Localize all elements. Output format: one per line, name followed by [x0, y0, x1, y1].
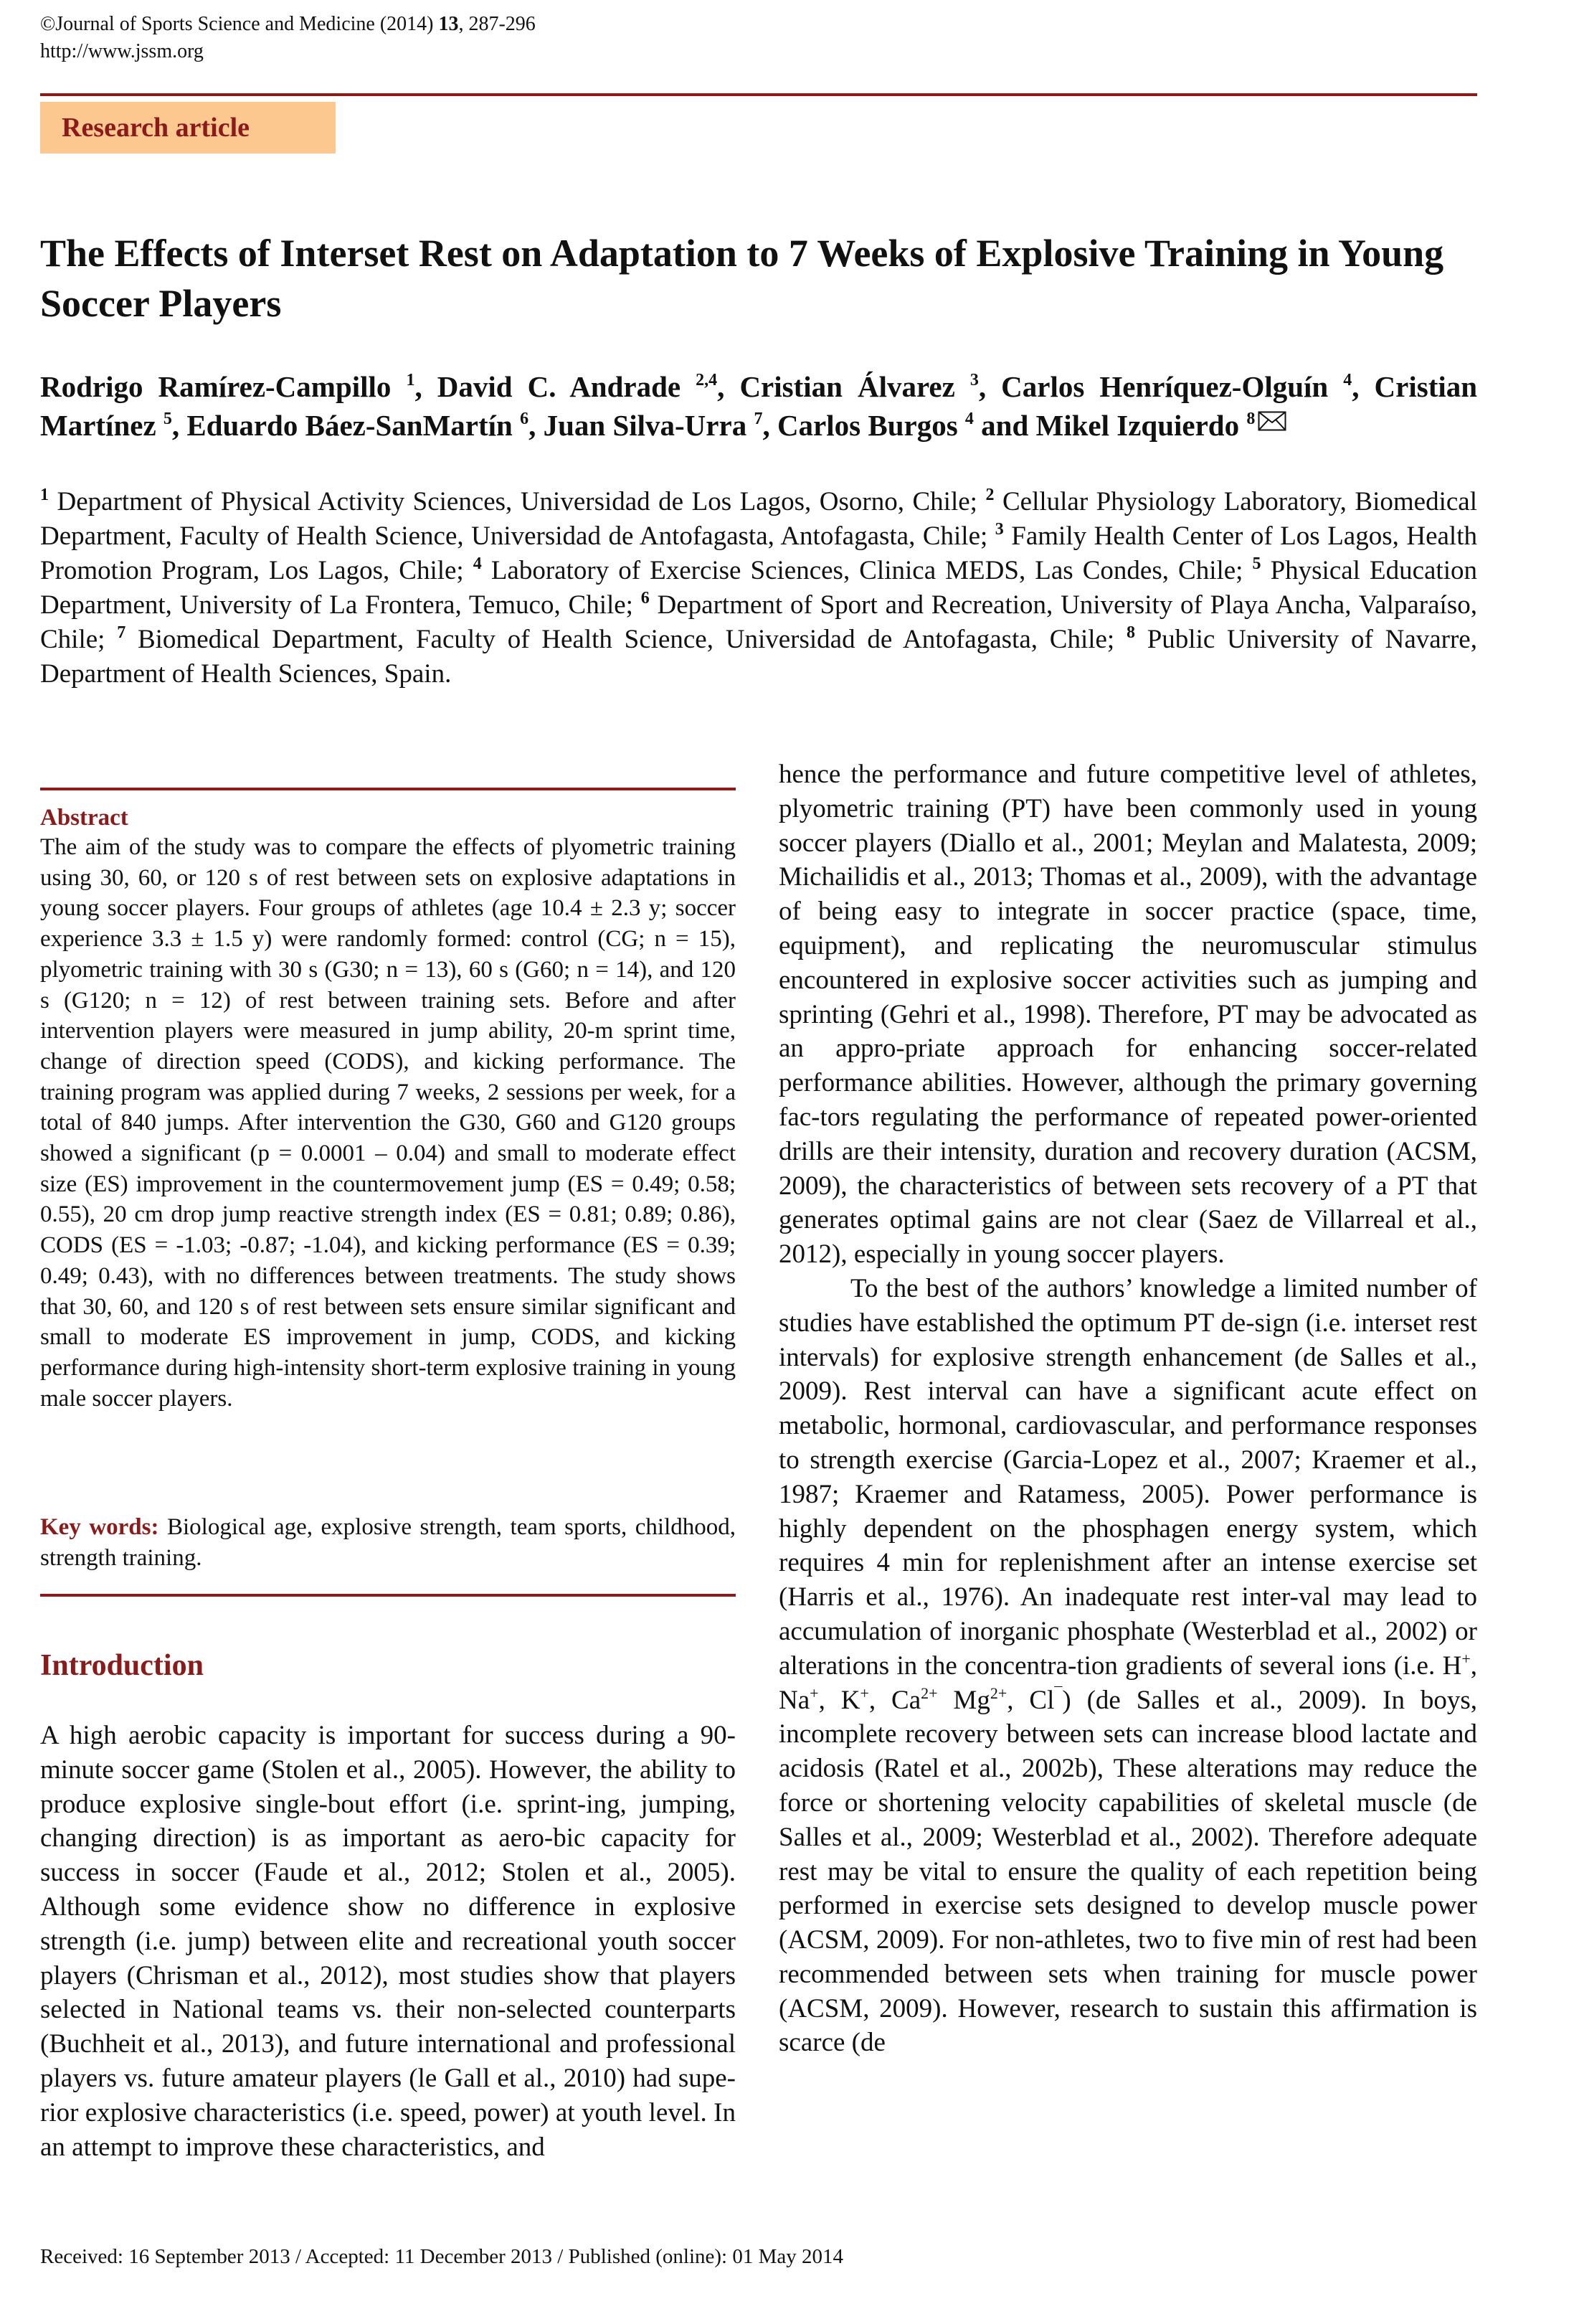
affil-sup: 1 [40, 486, 49, 504]
affil-sup: 4 [473, 554, 482, 573]
affiliations [40, 485, 1477, 691]
affil-text: Public University of Navarre, Department of Health Sciences, Spain. [40, 625, 1477, 689]
article-title: The Effects of Interset Rest on Adaptation to 7 Weeks of Explosive Training in Young Soccer Players [40, 232, 1444, 325]
journal-citation [40, 10, 536, 39]
ion-sup: 2+ [921, 1683, 938, 1702]
author: Carlos Burgos [777, 409, 958, 442]
abstract-top-divider [40, 788, 736, 790]
affil-text: Biomedical Department, Faculty of Health Science, Universidad de Antofagasta, Chile; [125, 625, 1127, 654]
author: Carlos Henríquez-Olguín [1001, 370, 1329, 403]
affil-sup: 2 [985, 486, 995, 504]
ion-label: , Na [779, 1650, 1477, 1715]
ion-sup: 2+ [990, 1683, 1007, 1702]
affil-sup: 3 [995, 520, 1004, 539]
ion-label: , Ca [868, 1685, 921, 1715]
author: Mikel Izquierdo [1035, 409, 1240, 442]
author-affil-sup: 4 [964, 410, 974, 428]
author-affil-sup: 3 [969, 371, 979, 389]
abstract-bottom-divider [40, 1594, 736, 1597]
right-paragraph-2 [779, 1272, 1477, 2060]
ion-sup: + [1461, 1649, 1471, 1668]
journal-volume: 13 [438, 13, 459, 35]
affil-sup: 8 [1126, 623, 1135, 642]
author: Cristian Martínez [40, 370, 1478, 442]
ion-sup: ¯ [1054, 1683, 1063, 1702]
affil-text: Department of Sport and Recreation, University of Playa Ancha, Valparaíso, Chile; [40, 590, 1477, 654]
received-dates: Received: 16 September 2013 / Accepted: 11 December 2013 / Published (online): 01 May 2014 [40, 2245, 843, 2268]
affil-sup: 7 [117, 623, 126, 642]
affil-sup: 5 [1252, 554, 1261, 573]
authors-and: and [981, 409, 1029, 442]
top-divider [40, 93, 1477, 96]
ion-sup: + [810, 1683, 819, 1702]
introduction-heading: Introduction [40, 1649, 204, 1682]
abstract-heading: Abstract [40, 805, 128, 831]
author-affil-sup: 4 [1343, 371, 1352, 389]
keywords-text: Biological age, explosive strength, team sports, childhood, strength training. [40, 1514, 736, 1571]
affil-text: Physical Education Department, University of La Frontera, Temuco, Chile; [40, 556, 1477, 620]
author-affil-sup: 7 [754, 410, 763, 428]
author-affil-sup: 8 [1246, 410, 1256, 428]
right-p2-part-b: ) (de Salles et al., 2009). In boys, incomplete recovery between sets can increase blood lactate and acidosis (Ratel et al., 2002b), These alterations may reduce the force or shortening velocity capabilities of skeletal muscle (de Salles et al., 2009; Westerblad et al., 2002). Therefore adequate rest may be vital to ensure the quality of each repetition being performed in exercise sets designed to develop muscle power (ACSM, 2009). For non-athletes, two to five min of rest had been recommended between sets when training for muscle power (ACSM, 2009). However, research to sustain this affirmation is scarce (de [779, 1685, 1477, 2058]
affil-text: Department of Physical Activity Sciences, Universidad de Los Lagos, Osorno, Chile; [49, 487, 986, 516]
author-list: Rodrigo Ramírez-Campillo $^1$, David C. Andrade $^{2,4}$, Cristian Álvarez $^3$, Carlos Henríquez-Olguín $^4$, Cristian Martínez $^5$, Eduardo Báez-SanMartín $^6$, Juan Silva-Urra $^7$, Carlos Burgos $^4$ and Mikel Izquierdo $^8$ [40, 370, 1478, 442]
author-affil-sup: 5 [163, 410, 172, 428]
author: Eduardo Báez-SanMartín [186, 409, 513, 442]
abstract-text: The aim of the study was to compare the effects of plyometric training using 30, 60, or 120 s of rest between sets on explosive adaptations in young soccer players. Four groups of athletes (age 10.4 ± 2.3 y; soccer experience 3.3 ± 1.5 y) were randomly formed: control (CG; n = 15), plyometric training with 30 s (G30; n = 13), 60 s (G60; n = 14), and 120 s (G120; n = 12) of rest between training sets. Before and after intervention players were measured in jump ability, 20-m sprint time, change of direction speed (CODS), and kicking performance. The training program was applied during 7 weeks, 2 sessions per week, for a total of 840 jumps. After intervention the G30, G60 and G120 groups showed a significant (p = 0.0001 – 0.04) and small to moderate effect size (ES) improvement in the countermovement jump (ES = 0.49; 0.58; 0.55), 20 cm drop jump reactive strength index (ES = 0.81; 0.89; 0.86), CODS (ES = -1.03; -0.87; -1.04), and kicking performance (ES = 0.39; 0.49; 0.43), with no differences between treatments. The study shows that 30, 60, and 120 s of rest between sets ensure similar significant and small to moderate ES improvement in jump, CODS, and kicking performance during high-intensity short-term explosive training in young male soccer players. [40, 834, 736, 1412]
ion-label: Mg [937, 1685, 990, 1715]
affil-text: Laboratory of Exercise Sciences, Clinica MEDS, Las Condes, Chile; [481, 556, 1253, 585]
author: David C. Andrade [437, 370, 681, 403]
author: Cristian Álvarez [739, 370, 955, 403]
affil-text: Cellular Physiology Laboratory, Biomedical Department, Faculty of Health Science, Universidad de Antofagasta, Antofagasta, Chile; [40, 487, 1477, 551]
author-affil-sup: 1 [406, 371, 415, 389]
keywords [40, 1512, 736, 1573]
right-p2-part-a: To the best of the authors’ knowledge a limited number of studies have established the optimum PT de-sign (i.e. interset rest intervals) for explosive strength enhancement (de Salles et al., 2009). Rest interval can have a significant acute effect on metabolic, hormonal, cardiovascular, and performance responses to strength exercise (Garcia-Lopez et al., 2007; Kraemer et al., 1987; Kraemer and Ratamess, 2005). Power performance is highly dependent on the phosphagen energy system, which requires 4 min for replenishment after an intense exercise set (Harris et al., 1976). An inadequate rest inter-val may lead to accumulation of inorganic phosphate (Westerblad et al., 2002) or alterations in the concentra-tion gradients of several ions (i.e. H [779, 1273, 1477, 1681]
journal-pages: , 287-296 [458, 13, 536, 35]
introduction-left-text: A high aerobic capacity is important for success during a 90-minute soccer game (Stolen et al., 2005). However, the ability to produce explosive single-bout effort (i.e. sprint-ing, jumping, changing direction) is as important as aero-bic capacity for success in soccer (Faude et al., 2012; Stolen et al., 2005). Although some evidence show no difference in explosive strength (i.e. jump) between elite and recreational youth soccer players (Chrisman et al., 2012), most studies show that players selected in National teams vs. their non-selected counterparts (Buchheit et al., 2013), and future international and professional players vs. future amateur players (le Gall et al., 2010) had supe-rior explosive characteristics (i.e. speed, power) at youth level. In an attempt to improve these characteristics, and [40, 1721, 736, 2162]
author-affil-sup: 6 [520, 410, 529, 428]
affil-text: Family Health Center of Los Lagos, Health Promotion Program, Los Lagos, Chile; [40, 521, 1477, 585]
right-paragraph-1: hence the performance and future competitive level of athletes, plyometric training (PT) have been commonly used in young soccer players (Diallo et al., 2001; Meylan and Malatesta, 2009; Michailidis et al., 2013; Thomas et al., 2009), with the advantage of being easy to integrate in soccer practice (space, time, equipment), and replicating the neuromuscular stimulus encountered in explosive soccer activities such as jumping and sprinting (Gehri et al., 1998). Therefore, PT may be advocated as an appro-priate approach for enhancing soccer-related performance abilities. However, although the primary governing fac-tors regulating the performance of repeated power-oriented drills are their intensity, duration and recovery duration (ACSM, 2009), the characteristics of between sets recovery of a PT that generates optimal gains are not clear (Saez de Villarreal et al., 2012), especially in young soccer players. [779, 760, 1477, 1270]
affil-sup: 6 [640, 589, 650, 608]
keywords-label: Key words: [40, 1514, 159, 1540]
author: Rodrigo Ramírez-Campillo [40, 370, 392, 403]
envelope-icon[interactable] [1258, 411, 1286, 431]
journal-url[interactable]: http://www.jssm.org [40, 40, 204, 62]
ion-label: , Cl [1007, 1685, 1055, 1715]
author-affil-sup: 2,4 [696, 371, 718, 389]
ion-label: , K [818, 1685, 860, 1715]
ion-sup: + [860, 1683, 869, 1702]
article-type-badge: Research article [40, 102, 336, 153]
author: Juan Silva-Urra [543, 409, 747, 442]
right-column [779, 757, 1477, 2060]
journal-name: ©Journal of Sports Science and Medicine (2014) [40, 13, 439, 35]
